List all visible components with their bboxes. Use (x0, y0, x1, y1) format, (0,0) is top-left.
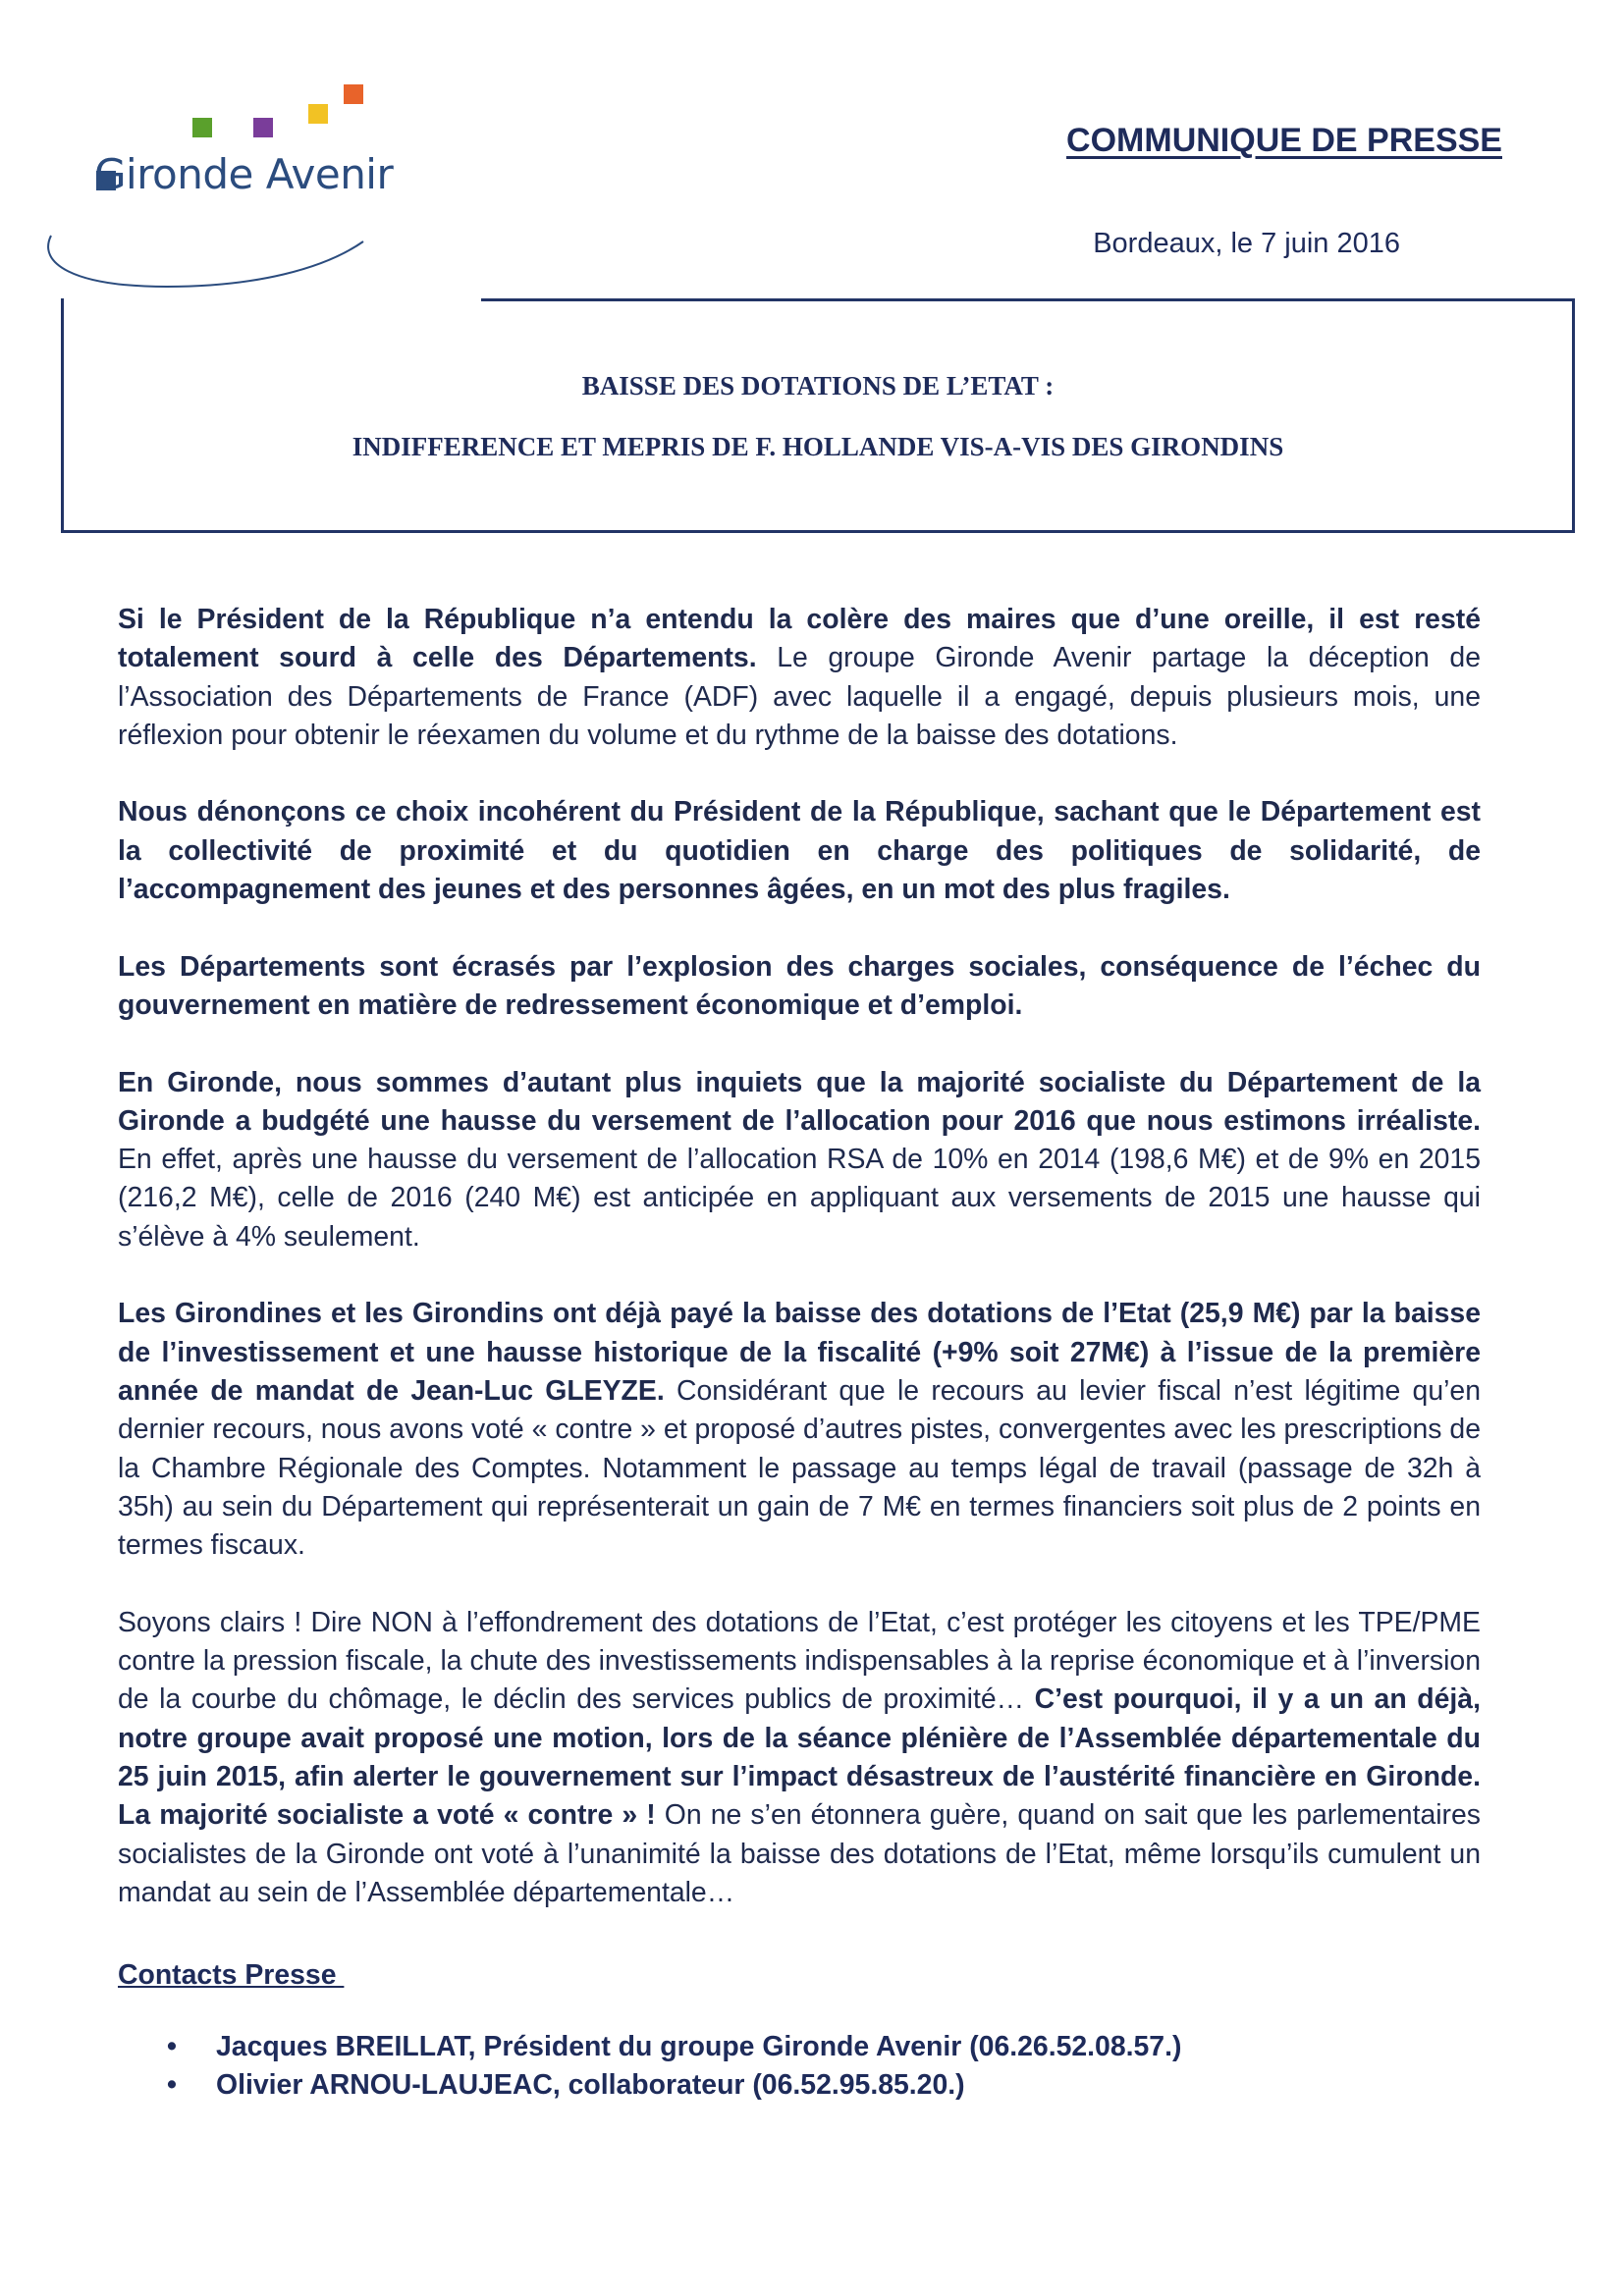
body-paragraph (118, 1295, 1481, 1565)
logo-swoosh (48, 236, 363, 287)
body-paragraph (118, 601, 1481, 755)
bold-text-run: C’est pourquoi, il y a un an déjà, notre groupe avait proposé une motion, lors de la séance plénière de l’Assemblée départementale du 25 juin 2015, afin alerter le gouvernement sur l’impact désastreux de l’austérité financière en Gironde. La majorité socialiste a voté « contre » ! (118, 1683, 1481, 1832)
contact-text: Olivier ARNOU-LAUJEAC, collaborateur (06.52.95.85.20.) (216, 2069, 965, 2101)
date-line: Bordeaux, le 7 juin 2016 (1093, 228, 1400, 259)
contact-item (118, 2066, 1181, 2105)
bold-text-run: En Gironde, nous sommes d’autant plus inquiets que la majorité socialiste du Département de la Gironde a budgété une hausse du versement de l’allocation pour 2016 que nous estimons irréaliste. (118, 1066, 1481, 1137)
logo-square-purple (253, 118, 273, 137)
headline-line-1: BAISSE DES DOTATIONS DE L’ETAT : (581, 371, 1055, 400)
contacts-list (118, 2028, 1181, 2105)
bullet-icon: • (167, 2069, 177, 2101)
headline-line-2: INDIFFERENCE ET MEPRIS DE F. HOLLANDE VIS-A-VIS DES GIRONDINS (352, 432, 1284, 461)
body-paragraph (118, 948, 1481, 1026)
contacts-heading: Contacts Presse (118, 1959, 345, 1991)
text-run: Soyons clairs ! Dire NON à l’effondrement des dotations de l’Etat, c’est protéger les citoyens et les TPE/PME contre la pression fiscale, la chute des investissements indispensables à la reprise économique et à l’inversion de la courbe du chômage, le déclin des services publics de proximité… (118, 1606, 1481, 1716)
logo-text: Gironde Avenir (94, 150, 394, 198)
body-paragraph (118, 1604, 1481, 1912)
text-run: Le groupe Gironde Avenir partage la déception de l’Association des Départements de France (ADF) avec laquelle il a engagé, depuis plusieurs mois, une réflexion pour obtenir le réexamen du volume et du rythme de la baisse des dotations. (118, 642, 1481, 751)
bold-text-run: Les Girondines et les Girondins ont déjà payé la baisse des dotations de l’Etat (25,9 M€) par la baisse de l’investissement et une hausse historique de la fiscalité (+9% soit 27M€) à l’issue de la première année de mandat de Jean-Luc GLEYZE. (118, 1298, 1481, 1407)
body-paragraph (118, 1064, 1481, 1256)
bullet-icon: • (167, 2031, 177, 2062)
contact-text: Jacques BREILLAT, Président du groupe Gironde Avenir (06.26.52.08.57.) (216, 2031, 1182, 2062)
body-text (118, 601, 1481, 1950)
bold-text-run: Les Départements sont écrasés par l’explosion des charges sociales, conséquence de l’échec du gouvernement en matière de redressement économique et d’emploi. (118, 950, 1481, 1021)
logo-square-yellow (308, 104, 328, 124)
text-run: On ne s’en étonnera guère, quand on sait que les parlementaires socialistes de la Gironde ont voté à l’unanimité la baisse des dotations de l’Etat, même lorsqu’ils cumulent un mandat au sein de l’Assemblée départementale… (118, 1799, 1481, 1908)
bold-text-run: Si le Président de la République n’a entendu la colère des maires que d’une oreille, il est resté totalement sourd à celle des Départements. (118, 604, 1481, 674)
logo-square-green (192, 118, 212, 137)
body-paragraph (118, 793, 1481, 909)
press-release-title: COMMUNIQUE DE PRESSE (1066, 122, 1502, 159)
logo-square-orange (344, 84, 363, 104)
gironde-avenir-logo (29, 77, 403, 293)
text-run: Considérant que le recours au levier fiscal n’est légitime qu’en dernier recours, nous avons voté « contre » et proposé d’autres pistes, convergentes avec les prescriptions de la Chambre Régionale des Comptes. Notamment le passage au temps légal de travail (passage de 32h à 35h) au sein du Département qui représenterait un gain de 7 M€ en termes financiers soit plus de 2 points en termes fiscaux. (118, 1374, 1482, 1562)
contact-item (118, 2028, 1181, 2066)
headline-box (61, 298, 1575, 533)
text-run: En effet, après une hausse du versement de l’allocation RSA de 10% en 2014 (198,6 M€) et de 9% en 2015 (216,2 M€), celle de 2016 (240 M€) est anticipée en appliquant aux versements de 2015 une hausse qui s’élève à 4% seulement. (118, 1144, 1481, 1253)
bold-text-run: Nous dénonçons ce choix incohérent du Président de la République, sachant que le Département est la collectivité de proximité et du quotidien en charge des politiques de solidarité, de l’accompagnement des jeunes et des personnes âgées, en un mot des plus fragiles. (118, 796, 1481, 906)
